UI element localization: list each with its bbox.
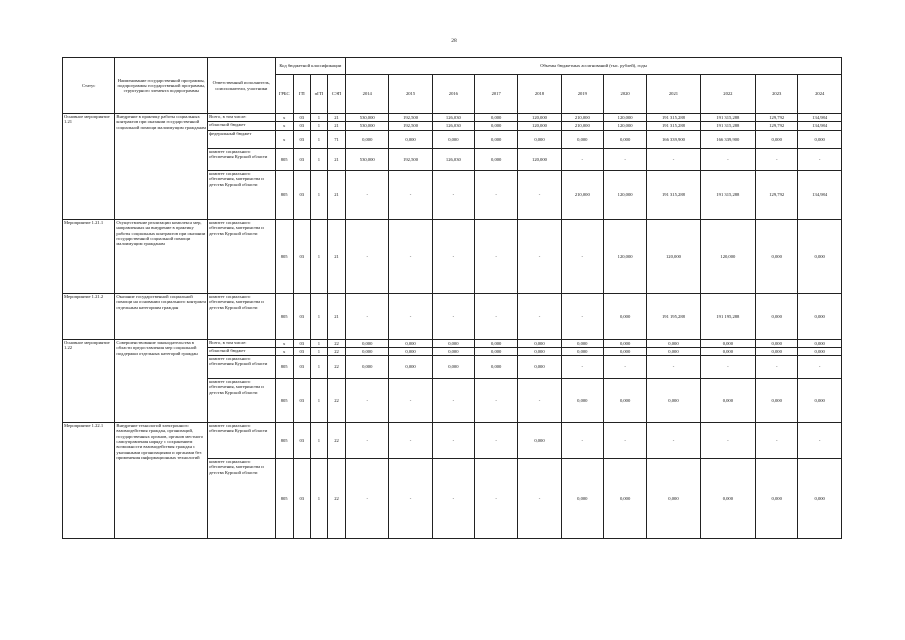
row-value: - (346, 379, 389, 423)
row-executor: комитет социального обеспечения, материнства и детства Курской области (208, 220, 276, 294)
row-value: - (475, 294, 518, 340)
row-code: 03 (293, 379, 310, 423)
row-code: 22 (327, 348, 345, 356)
row-value: 0,000 (603, 459, 646, 539)
row-code: 805 (275, 294, 293, 340)
row-value: 0,000 (432, 348, 474, 356)
row-value: 0,000 (603, 379, 646, 423)
row-value: 0,000 (518, 348, 561, 356)
row-value: 530,000 (346, 114, 389, 122)
row-name: Внедрение технологий электронного взаимодействия граждан, организаций, государственных органов, органов местного самоуправления наряду с сохранением возможности взаимодействия граждан с указанными организациями и органами без применения информационных технологий (115, 423, 208, 539)
row-value: 0,000 (798, 294, 842, 340)
row-value: 0,000 (561, 340, 603, 348)
row-value: 120,000 (603, 114, 646, 122)
row-value: 0,000 (475, 356, 518, 379)
row-code: 03 (293, 171, 310, 220)
header-year: 2024 (798, 75, 842, 114)
row-value: 126,030 (432, 149, 474, 171)
row-code: 03 (293, 149, 310, 171)
row-value: - (647, 423, 700, 459)
table-row (63, 423, 842, 459)
row-value: - (798, 423, 842, 459)
page-number: 28 (451, 38, 457, 44)
row-value: 0,000 (432, 340, 474, 348)
row-code: 21 (327, 220, 345, 294)
row-value: - (647, 149, 700, 171)
row-value: - (518, 379, 561, 423)
row-value: 191 195,288 (647, 294, 700, 340)
row-value: 0,000 (475, 348, 518, 356)
row-value: 0,000 (518, 423, 561, 459)
row-value: - (389, 379, 432, 423)
row-code: 22 (327, 423, 345, 459)
row-value: 134,984 (798, 122, 842, 131)
row-status: Мероприятие 1.22.1 (63, 423, 115, 539)
row-value: - (475, 220, 518, 294)
row-value: - (346, 171, 389, 220)
row-code: 1 (310, 423, 327, 459)
row-value: 0,000 (475, 149, 518, 171)
row-code: 21 (327, 114, 345, 122)
row-value: 0,000 (647, 459, 700, 539)
row-value: 192,500 (389, 122, 432, 131)
row-code: 03 (293, 340, 310, 348)
row-value: 166 339,900 (700, 131, 755, 149)
table-row (63, 294, 842, 340)
row-value: - (561, 149, 603, 171)
row-value: - (346, 459, 389, 539)
row-value: - (475, 379, 518, 423)
row-value: - (346, 220, 389, 294)
row-code: 805 (275, 379, 293, 423)
row-value: - (389, 220, 432, 294)
row-value: 120,000 (603, 220, 646, 294)
row-value: - (756, 356, 798, 379)
header-amounts: Объемы бюджетных ассигнований (тыс. рублей), годы (346, 58, 842, 75)
header-year: 2017 (475, 75, 518, 114)
row-value: 191 315,288 (647, 114, 700, 122)
row-code: 03 (293, 356, 310, 379)
row-value: 0,000 (756, 348, 798, 356)
row-value: 0,000 (346, 131, 389, 149)
row-value: - (700, 423, 755, 459)
row-executor: федеральный бюджет (208, 131, 276, 149)
table-row (63, 340, 842, 348)
row-value: 126,030 (432, 114, 474, 122)
row-value: 0,000 (389, 348, 432, 356)
row-value: 0,000 (647, 379, 700, 423)
row-code: x (275, 348, 293, 356)
row-value: 0,000 (756, 459, 798, 539)
row-code: 805 (275, 356, 293, 379)
row-value: 0,000 (561, 459, 603, 539)
row-code: 1 (310, 459, 327, 539)
row-code: 805 (275, 423, 293, 459)
row-value: 0,000 (475, 340, 518, 348)
row-code: 805 (275, 171, 293, 220)
header-year: 2014 (346, 75, 389, 114)
row-value: 0,000 (389, 340, 432, 348)
row-value: 0,000 (603, 340, 646, 348)
row-name: Совершенствование законодательства в области предоставления мер социальной поддержки отдельных категорий граждан (115, 340, 208, 423)
header-year: 2022 (700, 75, 755, 114)
row-value: 0,000 (798, 379, 842, 423)
row-value: 0,000 (561, 379, 603, 423)
row-value: - (518, 220, 561, 294)
row-code: 21 (327, 149, 345, 171)
row-value: 0,000 (561, 348, 603, 356)
row-value: - (389, 294, 432, 340)
row-value: - (389, 423, 432, 459)
row-code: 03 (293, 122, 310, 131)
row-value: 166 339,900 (647, 131, 700, 149)
header-name: Наименование государственной программы, подпрограммы государственной программы, структурного элемента подпрограммы (115, 58, 208, 114)
row-value: 0,000 (432, 356, 474, 379)
row-value: 120,000 (603, 122, 646, 131)
row-value: 191 315,288 (700, 171, 755, 220)
row-value: 134,984 (798, 114, 842, 122)
row-value: 129,792 (756, 171, 798, 220)
row-code: 1 (310, 122, 327, 131)
header-code-col: ГП (293, 75, 310, 114)
row-code: 22 (327, 459, 345, 539)
row-value: - (432, 220, 474, 294)
row-value: 120,000 (518, 149, 561, 171)
row-code: 03 (293, 423, 310, 459)
row-value: 0,000 (756, 379, 798, 423)
row-value: 0,000 (798, 131, 842, 149)
row-code: 22 (327, 356, 345, 379)
row-code: x (275, 340, 293, 348)
row-code: 22 (327, 379, 345, 423)
row-code: 1 (310, 348, 327, 356)
row-value: - (647, 356, 700, 379)
row-value: 0,000 (389, 356, 432, 379)
row-value: 120,000 (518, 114, 561, 122)
header-year: 2016 (432, 75, 474, 114)
row-code: 21 (327, 171, 345, 220)
row-value: 191 315,288 (700, 114, 755, 122)
row-code: 1 (310, 149, 327, 171)
row-value: 0,000 (432, 131, 474, 149)
header-year: 2020 (603, 75, 646, 114)
row-value: 0,000 (798, 340, 842, 348)
row-value: 191 195,288 (700, 294, 755, 340)
row-value: 0,000 (700, 348, 755, 356)
row-value: 0,000 (756, 340, 798, 348)
row-value: 0,000 (346, 348, 389, 356)
row-executor: комитет социального обеспечения Курской области (208, 149, 276, 171)
row-code: 805 (275, 220, 293, 294)
row-code: 03 (293, 459, 310, 539)
row-code: 1 (310, 114, 327, 122)
row-code: 71 (327, 131, 345, 149)
row-value: 0,000 (561, 131, 603, 149)
row-value: - (561, 423, 603, 459)
header-year: 2018 (518, 75, 561, 114)
row-value: 0,000 (647, 340, 700, 348)
row-value: 191 315,288 (647, 122, 700, 131)
row-status: Основное мероприятие 1.22 (63, 340, 115, 423)
row-value: 0,000 (700, 340, 755, 348)
row-value: - (700, 149, 755, 171)
row-value: 0,000 (475, 131, 518, 149)
row-value: 0,000 (518, 131, 561, 149)
row-code: x (275, 114, 293, 122)
row-value: 530,000 (346, 149, 389, 171)
row-value: 0,000 (700, 379, 755, 423)
table-row (63, 114, 842, 122)
row-value: 191 315,288 (700, 122, 755, 131)
header-executor: Ответственный исполнитель, соисполнители, участники (208, 58, 276, 114)
row-code: 03 (293, 220, 310, 294)
row-code: 1 (310, 356, 327, 379)
row-value: - (475, 423, 518, 459)
row-code: 21 (327, 294, 345, 340)
header-budget-code: Код бюджетной классификации (275, 58, 346, 75)
row-value: - (389, 459, 432, 539)
header-year: 2021 (647, 75, 700, 114)
row-value: 192,500 (389, 149, 432, 171)
row-value: 129,792 (756, 122, 798, 131)
row-value: - (798, 356, 842, 379)
row-value: 0,000 (346, 356, 389, 379)
row-code: 21 (327, 122, 345, 131)
row-executor: комитет социального обеспечения, материнства и детства Курской области (208, 459, 276, 539)
row-code: 03 (293, 131, 310, 149)
row-code: 03 (293, 294, 310, 340)
row-code: 805 (275, 459, 293, 539)
row-executor: комитет социального обеспечения, материнства и детства Курской области (208, 294, 276, 340)
row-value: - (518, 171, 561, 220)
row-status: Мероприятие 1.21.2 (63, 294, 115, 340)
row-executor: Всего, в том числе: (208, 340, 276, 348)
row-code: x (275, 122, 293, 131)
row-value: 0,000 (603, 348, 646, 356)
row-value: 120,000 (647, 220, 700, 294)
row-value: - (389, 171, 432, 220)
row-value: 191 315,288 (647, 171, 700, 220)
row-executor: Всего, в том числе: (208, 114, 276, 122)
budget-table (62, 57, 842, 539)
header-status: Статус (63, 58, 115, 114)
row-value: 0,000 (346, 340, 389, 348)
row-value: 192,500 (389, 114, 432, 122)
row-value: 0,000 (700, 459, 755, 539)
row-value: - (518, 294, 561, 340)
row-code: 1 (310, 171, 327, 220)
row-value: - (432, 294, 474, 340)
row-value: 0,000 (475, 114, 518, 122)
row-value: 530,000 (346, 122, 389, 131)
row-code: 22 (327, 340, 345, 348)
row-value: 126,030 (432, 122, 474, 131)
row-name: Внедрение в практику работы социальных контрактов при оказании государственной социальной помощи малоимущим гражданам (115, 114, 208, 220)
row-value: - (700, 356, 755, 379)
row-value: - (561, 220, 603, 294)
table-row (63, 220, 842, 294)
row-code: x (275, 131, 293, 149)
row-value: 0,000 (518, 356, 561, 379)
row-value: - (432, 459, 474, 539)
row-value: - (475, 459, 518, 539)
row-value: 0,000 (647, 348, 700, 356)
row-value: 0,000 (518, 340, 561, 348)
row-value: 120,000 (603, 171, 646, 220)
row-status: Основное мероприятие 1.21 (63, 114, 115, 220)
row-status: Мероприятие 1.21.1 (63, 220, 115, 294)
row-value: 0,000 (798, 459, 842, 539)
row-executor: областной бюджет (208, 122, 276, 131)
row-code: 1 (310, 379, 327, 423)
row-value: 210,000 (561, 171, 603, 220)
row-code: 805 (275, 149, 293, 171)
header-code-col: СЭП (327, 75, 345, 114)
row-value: 0,000 (756, 131, 798, 149)
row-code: 1 (310, 294, 327, 340)
row-name: Осуществление реализации комплекса мер, направленных на внедрение в практику работы социальных контрактов при оказании государственной социальной помощи малоимущим гражданам (115, 220, 208, 294)
header-year: 2019 (561, 75, 603, 114)
row-value: 0,000 (475, 122, 518, 131)
row-code: 1 (310, 340, 327, 348)
row-value: - (603, 149, 646, 171)
row-name: Оказание государственной социальной помощи на основании социального контракта отдельным категориям граждан (115, 294, 208, 340)
header-year: 2015 (389, 75, 432, 114)
row-value: - (432, 423, 474, 459)
row-value: 0,000 (798, 220, 842, 294)
row-value: - (432, 379, 474, 423)
row-value: 120,000 (700, 220, 755, 294)
row-value: - (603, 356, 646, 379)
row-value: 0,000 (603, 131, 646, 149)
row-value: 0,000 (756, 294, 798, 340)
row-value: - (798, 149, 842, 171)
row-value: - (346, 294, 389, 340)
header-code-col: пГП (310, 75, 327, 114)
header-year: 2023 (756, 75, 798, 114)
row-value: - (432, 171, 474, 220)
row-value: - (603, 423, 646, 459)
row-code: 03 (293, 348, 310, 356)
row-value: 120,000 (518, 122, 561, 131)
row-value: - (561, 356, 603, 379)
row-executor: комитет социального обеспечения, материнства и детства Курской области (208, 171, 276, 220)
row-value: 0,000 (756, 220, 798, 294)
row-executor: комитет социального обеспечения Курской области (208, 423, 276, 459)
row-value: 0,000 (798, 348, 842, 356)
row-value: 0,000 (603, 294, 646, 340)
row-value: 134,984 (798, 171, 842, 220)
row-value: 210,000 (561, 114, 603, 122)
row-value: - (346, 423, 389, 459)
row-executor: областной бюджет (208, 348, 276, 356)
row-value: - (756, 149, 798, 171)
row-value: - (561, 294, 603, 340)
row-executor: комитет социального обеспечения Курской области (208, 356, 276, 379)
row-executor: комитет социального обеспечения, материнства и детства Курской области (208, 379, 276, 423)
row-value: - (756, 423, 798, 459)
row-value: 210,000 (561, 122, 603, 131)
row-code: 03 (293, 114, 310, 122)
row-value: - (475, 171, 518, 220)
header-code-col: ГРБС (275, 75, 293, 114)
row-value: - (518, 459, 561, 539)
row-value: 0,000 (389, 131, 432, 149)
row-value: 129,792 (756, 114, 798, 122)
row-code: 1 (310, 131, 327, 149)
row-code: 1 (310, 220, 327, 294)
